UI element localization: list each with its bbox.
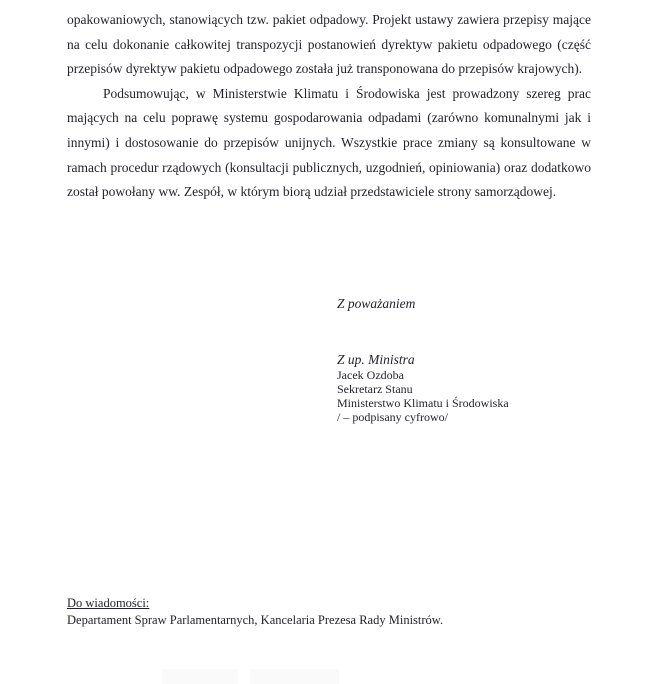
signature-title: Sekretarz Stanu xyxy=(337,382,413,396)
signature-name: Jacek Ozdoba xyxy=(337,368,404,382)
cc-section xyxy=(67,595,443,629)
closing-salutation: Z poważaniem xyxy=(337,296,416,311)
cc-recipients: Departament Spraw Parlamentarnych, Kancelaria Prezesa Rady Ministrów. xyxy=(67,613,444,627)
body-paragraph-1: opakowaniowych, stanowiących tzw. pakiet odpadowy. Projekt ustawy zawiera przepisy mające na celu dokonanie całkowitej transpozycji postanowień dyrektyw pakietu odpadowego (część przepisów dyrektyw pakietu odpadowego została już transponowana do przepisów krajowych). xyxy=(67,12,591,77)
body-paragraph-2: Podsumowując, w Ministerstwie Klimatu i Środowiska jest prowadzony szereg prac mających na celu poprawę systemu gospodarowania odpadami (zarówno komunalnymi jak i innymi) i dostosowanie do przepisów unijnych. Wszystkie prace zmiany są konsultowane w ramach procedur rządowych (konsultacji publicznych, uzgodnień, opiniowania) oraz dodatkowo został powołany ww. Zespół, w którym biorą udział przedstawiciele strony samorządowej. xyxy=(67,85,591,200)
cc-label: Do wiadomości: xyxy=(67,596,150,610)
digital-signature-note: / – podpisany cyfrowo/ xyxy=(337,410,448,424)
letter-body xyxy=(67,8,591,205)
scan-artifact xyxy=(250,669,339,684)
signature-organization: Ministerstwo Klimatu i Środowiska xyxy=(337,396,509,410)
signature-block xyxy=(337,352,509,424)
scan-artifact xyxy=(162,669,238,684)
signature-authority: Z up. Ministra xyxy=(337,352,415,367)
